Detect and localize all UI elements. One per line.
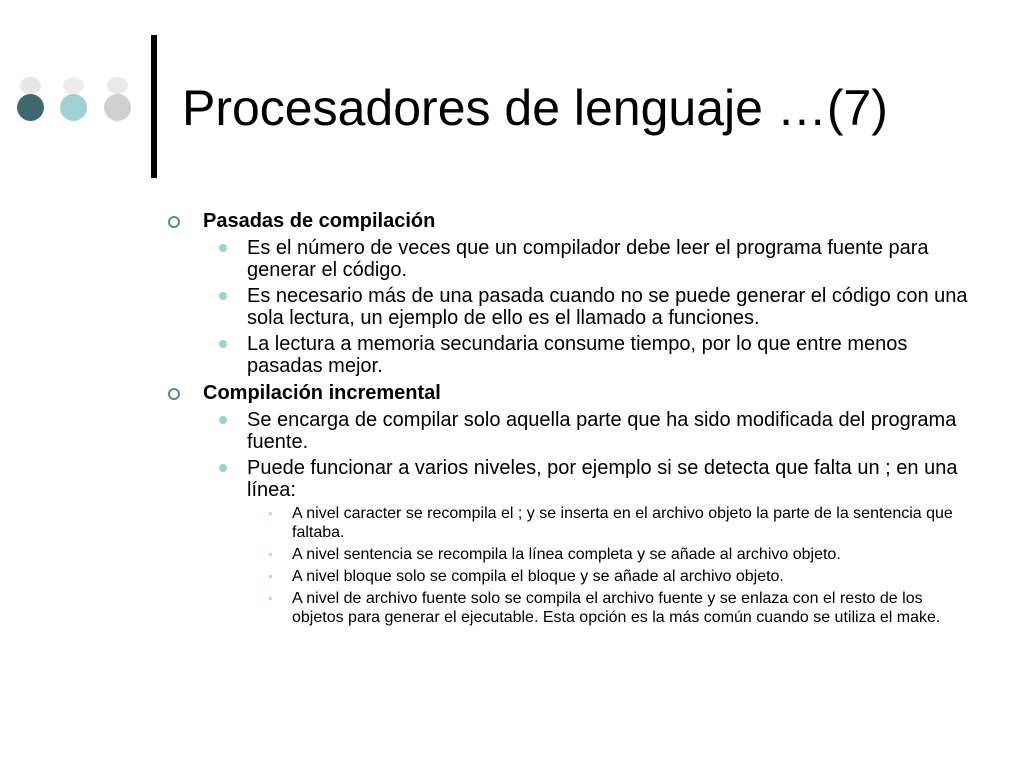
dot-icon	[63, 77, 84, 94]
dot-bullet-icon	[219, 340, 227, 348]
section-heading: Pasadas de compilación	[162, 209, 982, 233]
decorative-dots	[0, 0, 150, 140]
slide-content	[162, 205, 982, 627]
sub-bullet-item: • A nivel caracter se recompila el ; y se inserta en el archivo objeto la parte de la sentencia que faltaba.	[268, 505, 953, 541]
sub-bullet-item: • A nivel de archivo fuente solo se compila el archivo fuente y se enlaza con el resto de los objetos para generar el ejecutable. Esta opción es la más común cuando se utiliza el make.	[268, 590, 941, 626]
title-divider	[151, 35, 157, 178]
small-dot-bullet-icon: •	[268, 546, 273, 562]
dot-bullet-icon	[219, 244, 227, 252]
dot-icon	[20, 77, 41, 94]
ring-bullet-icon	[168, 216, 180, 228]
section-heading: Compilación incremental	[162, 381, 982, 405]
bullet-item: Se encarga de compilar solo aquella parte que ha sido modificada del programa fuente.	[162, 409, 982, 453]
slide-title: Procesadores de lenguaje …(7)	[182, 80, 888, 136]
ring-bullet-icon	[168, 388, 180, 400]
sub-bullet-item: • A nivel sentencia se recompila la línea completa y se añade al archivo objeto.	[268, 546, 841, 563]
small-dot-bullet-icon: •	[268, 590, 273, 606]
dot-bullet-icon	[219, 464, 227, 472]
dot-icon	[17, 94, 44, 121]
bullet-item: Es el número de veces que un compilador debe leer el programa fuente para generar el código.	[162, 237, 982, 281]
bullet-item: Es necesario más de una pasada cuando no se puede generar el código con una sola lectura, un ejemplo de ello es el llamado a funciones.	[162, 285, 982, 329]
dot-icon	[60, 94, 87, 121]
dot-bullet-icon	[219, 292, 227, 300]
bullet-item: La lectura a memoria secundaria consume tiempo, por lo que entre menos pasadas mejor.	[162, 333, 982, 377]
small-dot-bullet-icon: •	[268, 505, 273, 521]
dot-icon	[107, 77, 128, 94]
sub-bullet-item: • A nivel bloque solo se compila el bloque y se añade al archivo objeto.	[268, 568, 784, 585]
small-dot-bullet-icon: •	[268, 568, 273, 584]
dot-bullet-icon	[219, 416, 227, 424]
dot-icon	[104, 94, 131, 121]
bullet-item: Puede funcionar a varios niveles, por ejemplo si se detecta que falta un ; en una línea:	[162, 457, 982, 501]
